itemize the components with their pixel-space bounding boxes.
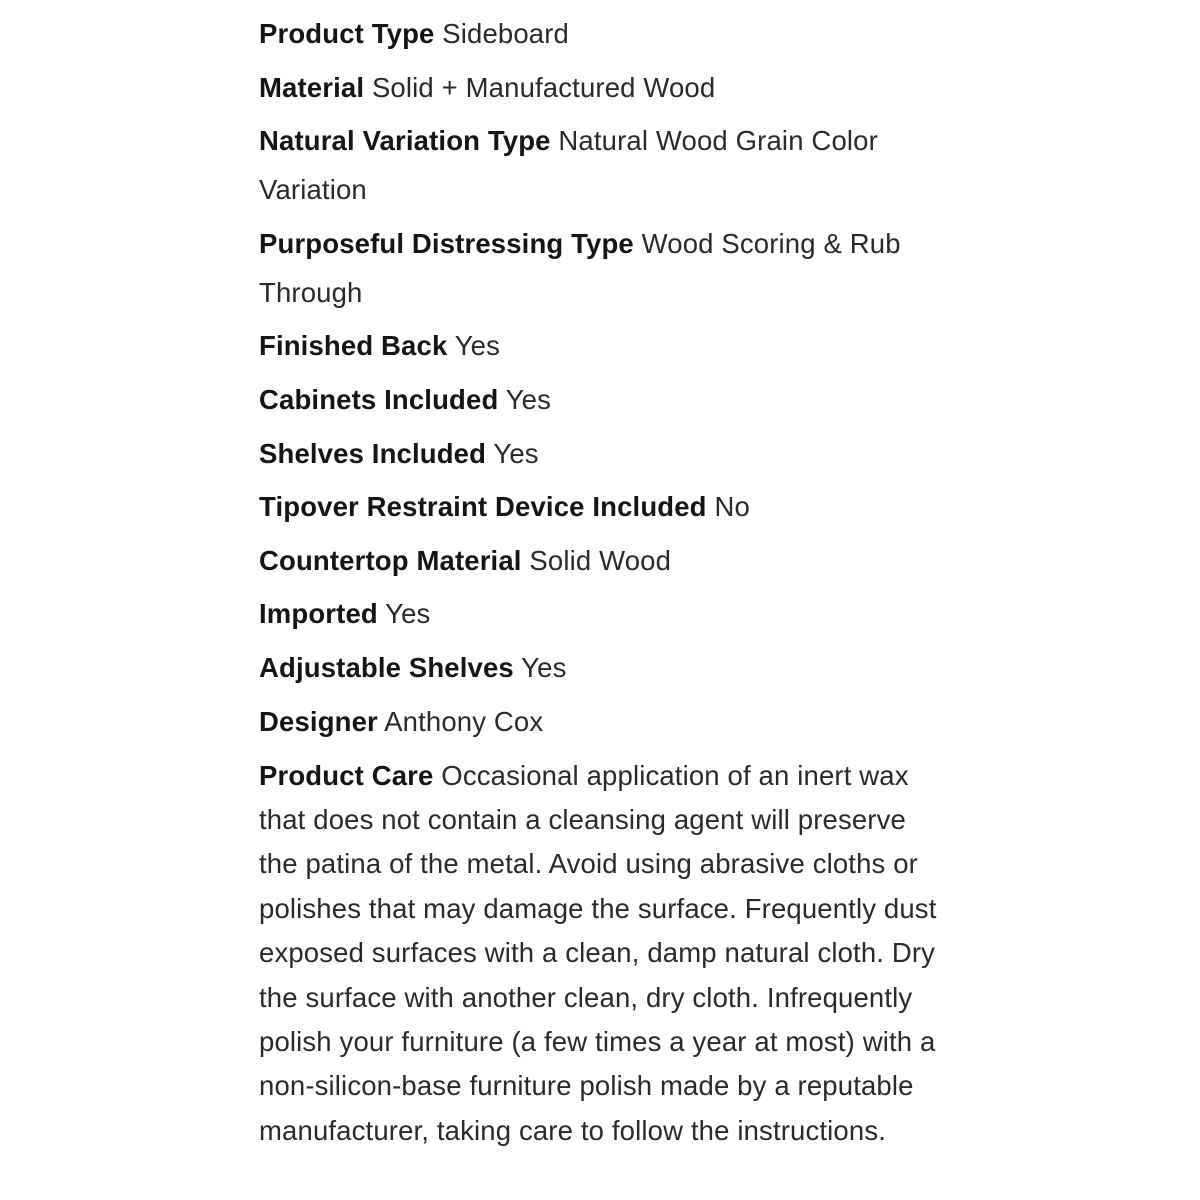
spec-value: Anthony Cox (384, 705, 544, 737)
spec-label: Product Care (259, 759, 434, 791)
spec-value: Yes (505, 383, 551, 415)
spec-label: Material (259, 71, 365, 103)
spec-label: Imported (259, 598, 378, 630)
spec-label: Product Type (259, 18, 435, 49)
spec-finished-back (259, 321, 949, 370)
spec-value: Occasional application of an inert wax that does not contain a cleansing agent will preserve the patina of the metal. Avoid using abrasive cloths or polishes that may damage the surface. Frequently dust exposed surfaces with a clean, damp natural cloth. Dry the surface with another clean, dry cloth. Infrequently polish your furniture (a few times a year at most) with a non-silicon-base furniture polish made by a reputable manufacturer, taking care to follow the instructions. (259, 759, 937, 1146)
spec-value: Sideboard (442, 18, 570, 49)
spec-tipover-restraint (259, 482, 949, 531)
spec-shelves-included (259, 429, 949, 478)
spec-value: Yes (521, 651, 567, 683)
spec-label: Purposeful Distressing Type (259, 227, 634, 259)
spec-label: Designer (259, 705, 378, 737)
product-specs-list (259, 9, 949, 1158)
spec-value: No (714, 491, 750, 523)
spec-value: Solid Wood (529, 544, 672, 576)
spec-designer (259, 697, 949, 746)
spec-imported (259, 589, 949, 638)
spec-value: Solid + Manufactured Wood (371, 71, 716, 103)
spec-value: Natural Wood Grain Color Variation (259, 125, 878, 206)
spec-adjustable-shelves (259, 643, 949, 692)
spec-material (259, 63, 949, 112)
spec-value: Wood Scoring & Rub Through (259, 227, 901, 308)
spec-label: Tipover Restraint Device Included (259, 491, 707, 523)
spec-value: Yes (493, 437, 539, 469)
spec-purposeful-distressing-type (259, 219, 949, 317)
spec-cabinets-included (259, 375, 949, 424)
spec-label: Countertop Material (259, 544, 522, 576)
spec-natural-variation-type (259, 116, 949, 214)
spec-countertop-material (259, 536, 949, 585)
spec-label: Natural Variation Type (259, 125, 551, 157)
spec-product-type (259, 9, 949, 58)
spec-value: Yes (454, 330, 501, 362)
spec-label: Adjustable Shelves (259, 651, 514, 683)
spec-label: Cabinets Included (259, 383, 499, 415)
spec-label: Shelves Included (259, 437, 487, 469)
spec-value: Yes (385, 598, 431, 630)
spec-product-care (259, 754, 949, 1154)
spec-label: Finished Back (259, 330, 448, 362)
